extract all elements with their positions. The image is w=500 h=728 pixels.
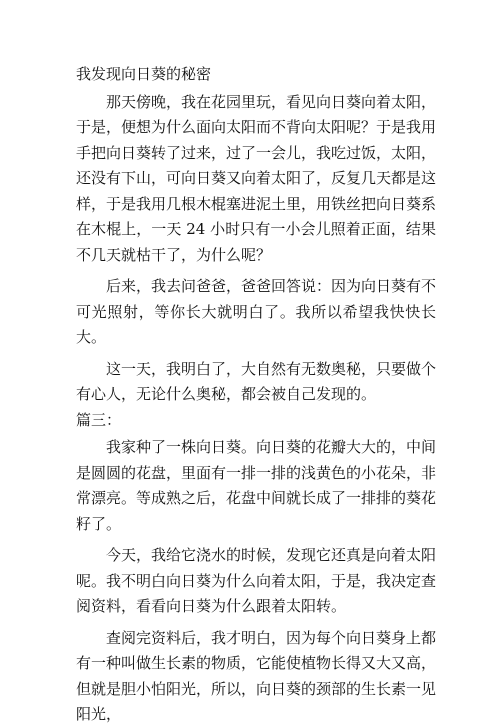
paragraph-1: 那天傍晚，我在花园里玩，看见向日葵向着太阳，于是，便想为什么面向太阳而不背向太阳呢？于是我用手把向日葵转了过来，过了一会儿，我吃过饭，太阳，还没有下山，可向日葵又向着太阳了，反复几天都是这样，于是我用几根木棍塞进泥土里，用铁丝把向日葵系在木棍上，一天 24 小时只有一小会儿照着正面，结果不几天就枯干了，为什么呢？	[76, 92, 437, 264]
essay-title: 我发现向日葵的秘密	[76, 65, 212, 83]
paragraph-4: 我家种了一株向日葵。向日葵的花瓣大大的，中间是圆圆的花盘，里面有一排一排的浅黄色的小花朵，非常漂亮。等成熟之后，花盘中间就长成了一排排的葵花籽了。	[76, 438, 437, 533]
paragraph-6: 查阅完资料后，我才明白，因为每个向日葵身上都有一种叫做生长素的物质，它能使植物长得又大又高，但就是胆小怕阳光，所以，向日葵的颈部的生长素一见阳光，	[76, 628, 437, 723]
paragraph-3: 这一天，我明白了，大自然有无数奥秘，只要做个有心人，无论什么奥秘，都会被自己发现的。	[76, 359, 437, 403]
paragraph-2: 后来，我去问爸爸，爸爸回答说：因为向日葵有不可光照射，等你长大就明白了。我所以希望我快快长大。	[76, 277, 437, 346]
paragraph-5: 今天，我给它浇水的时候，发现它还真是向着太阳呢。我不明白向日葵为什么向着太阳，于是，我决定查阅资料，看看向日葵为什么跟着太阳转。	[76, 546, 437, 615]
section-label: 篇三：	[76, 410, 122, 429]
document-body	[76, 62, 436, 728]
